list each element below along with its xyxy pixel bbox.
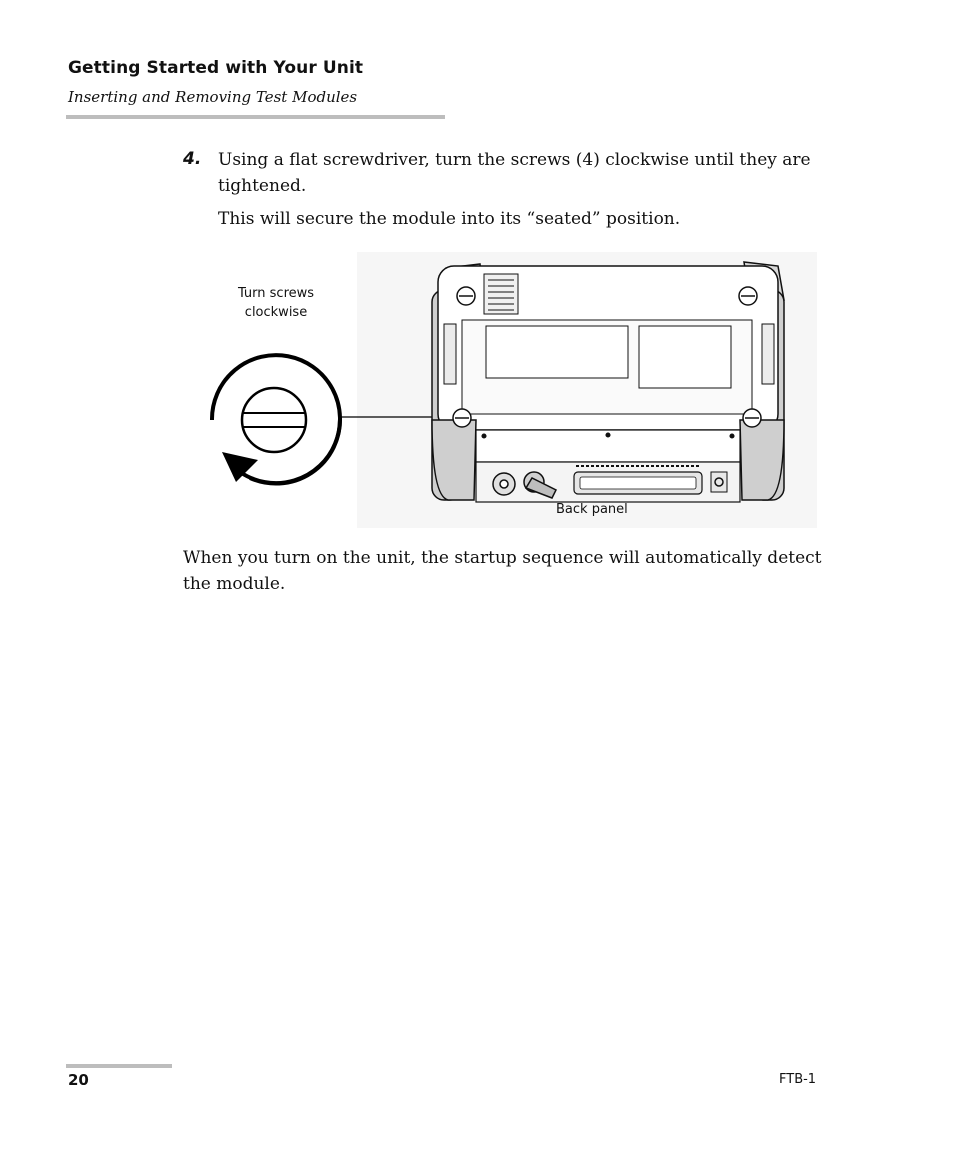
- turn-screws-label-line2: clockwise: [244, 305, 308, 320]
- closing-paragraph: When you turn on the unit, the startup sequence will automatically detect the module.: [183, 548, 822, 594]
- back-panel-label: Back panel: [556, 502, 628, 517]
- step-number: 4.: [183, 149, 202, 169]
- section-title: Getting Started with Your Unit: [68, 58, 364, 78]
- turn-screws-label: [226, 284, 326, 322]
- screw-detail-icon: [212, 355, 340, 483]
- step-note: This will secure the module into its “seated” position.: [218, 209, 681, 229]
- device-drawing: [432, 262, 784, 502]
- footer-rule: [66, 1064, 172, 1068]
- header-rule: [66, 115, 445, 119]
- document-code: FTB-1: [779, 1072, 817, 1087]
- step-instruction: Using a flat screwdriver, turn the screws (4) clockwise until they are tightened.: [218, 150, 811, 196]
- turn-screws-label-line1: Turn screws: [237, 286, 315, 301]
- section-subtitle: Inserting and Removing Test Modules: [68, 88, 358, 106]
- page-number: 20: [68, 1071, 89, 1089]
